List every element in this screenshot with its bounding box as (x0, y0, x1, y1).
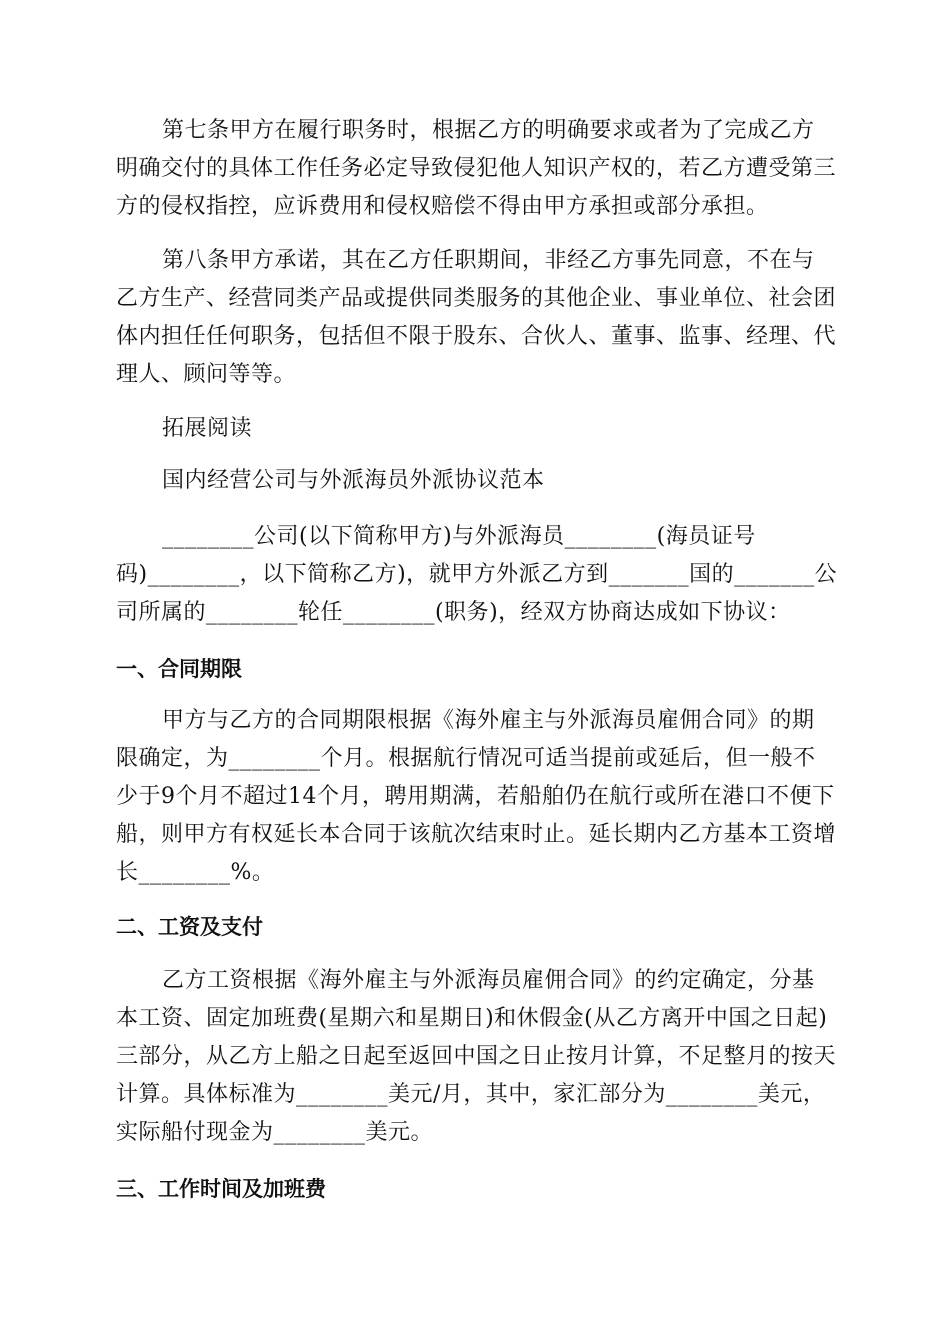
article-7-paragraph: 第七条甲方在履行职务时，根据乙方的明确要求或者为了完成乙方明确交付的具体工作任务必定导致侵犯他人知识产权的，若乙方遭受第三方的侵权指控，应诉费用和侵权赔偿不得由甲方承担或部分承担。 (116, 118, 837, 219)
intro-line-3: 司所属的________轮任________(职务)，经双方协商达成如下协议： (116, 600, 791, 625)
document-title: 国内经营公司与外派海员外派协议范本 (162, 468, 545, 493)
section-2-body: 乙方工资根据《海外雇主与外派海员雇佣合同》的约定确定，分基本工资、固定加班费(星期六和星期日)和休假金(从乙方离开中国之日起)三部分，从乙方上船之日起至返回中国之日止按月计算，不足整月的按天计算。具体标准为________美元/月，其中，家汇部分为________美元，实际船付现金为________美元。 (116, 968, 837, 1145)
article-8-paragraph: 第八条甲方承诺，其在乙方任职期间，非经乙方事先同意，不在与乙方生产、经营同类产品或提供同类服务的其他企业、事业单位、社会团体内担任任何职务，包括但不限于股东、合伙人、董事、监事、经理、代理人、顾问等等。 (116, 248, 837, 387)
section-2-heading: 二、工资及支付 (116, 915, 263, 939)
intro-line-1: ________公司(以下简称甲方)与外派海员________(海员证号 (162, 524, 756, 549)
section-1-heading: 一、合同期限 (116, 657, 242, 681)
section-1-body: 甲方与乙方的合同期限根据《海外雇主与外派海员雇佣合同》的期限确定，为________个月。根据航行情况可适当提前或延后，但一般不少于9个月不超过14个月，聘用期满，若船舶仍在航行或所在港口不便下船，则甲方有权延长本合同于该航次结束时止。延长期内乙方基本工资增长________%。 (116, 708, 837, 885)
extended-reading-label: 拓展阅读 (162, 416, 253, 441)
intro-line-2: 码)________，以下简称乙方)，就甲方外派乙方到_______国的_______公 (116, 562, 838, 587)
section-3-heading: 三、工作时间及加班费 (116, 1177, 326, 1201)
